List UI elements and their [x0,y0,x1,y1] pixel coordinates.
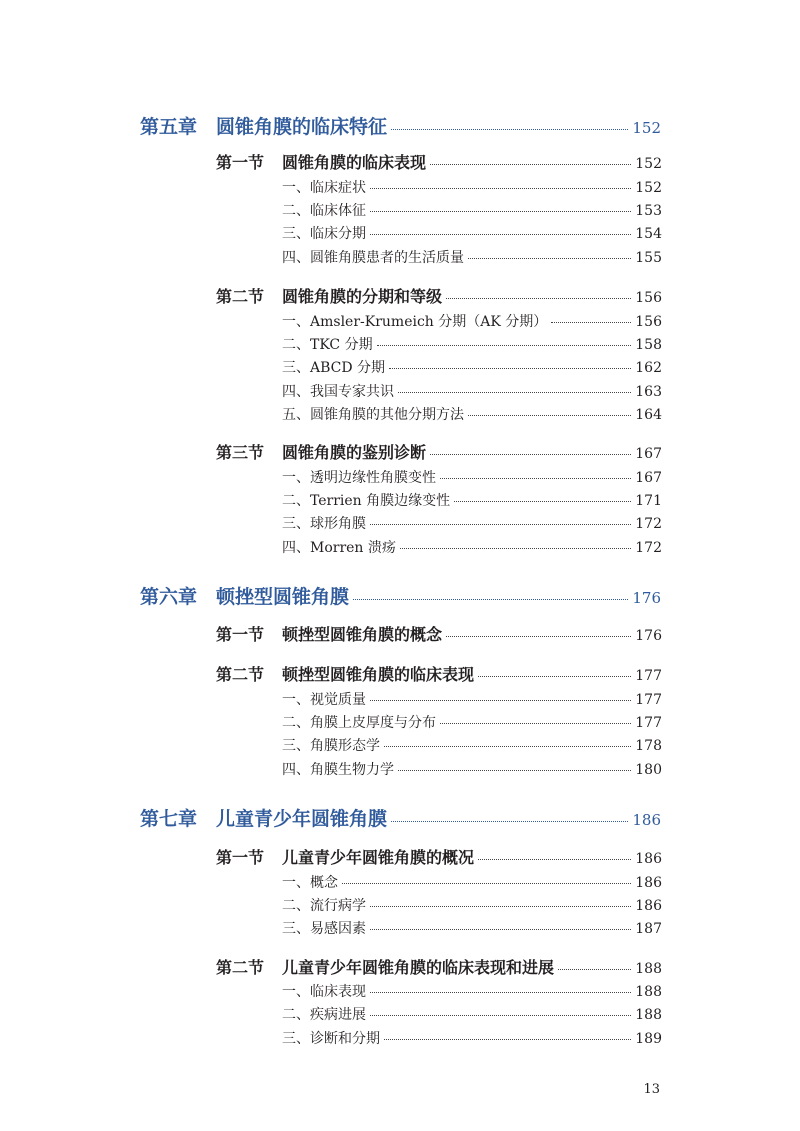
page-ref: 158 [635,337,662,353]
dot-leader [370,210,631,212]
section-title: 圆锥角膜的分期和等级 [282,287,443,306]
page-ref: 155 [635,250,662,266]
page-ref: 177 [635,692,662,708]
item-title: 二、TKC 分期 [282,337,373,353]
toc-item[interactable] [282,357,662,377]
page-ref: 186 [635,875,662,891]
item-title: 一、概念 [282,875,338,891]
section-number: 第一节 [216,625,265,644]
item-title: 四、Morren 溃疡 [282,540,396,556]
section-number: 第三节 [216,443,265,462]
dot-leader [391,820,628,822]
toc-item[interactable] [282,467,662,487]
dot-leader [478,858,631,860]
page-ref: 156 [635,314,662,330]
page-ref: 178 [635,738,662,754]
toc-item[interactable] [282,759,662,779]
dot-leader [398,769,631,771]
item-title: 五、圆锥角膜的其他分期方法 [282,407,464,423]
item-title: 三、球形角膜 [282,516,366,532]
dot-leader [391,128,628,130]
page-ref: 177 [635,715,662,731]
toc-section[interactable] [216,150,662,173]
section-number: 第二节 [216,287,265,306]
chapter-number: 第五章 [140,116,198,138]
item-title: 一、Amsler-Krumeich 分期（AK 分期） [282,314,548,330]
toc-item[interactable] [282,981,662,1001]
dot-leader [370,905,631,907]
item-title: 二、疾病进展 [282,1007,366,1023]
toc-item[interactable] [282,895,662,915]
dot-leader [370,991,631,993]
page-ref: 177 [635,668,662,684]
toc-section[interactable] [216,662,662,685]
dot-leader [430,163,631,165]
dot-leader [468,257,631,259]
page-ref: 153 [635,203,662,219]
dot-leader [468,414,631,416]
section-title: 圆锥角膜的鉴别诊断 [282,443,427,462]
item-title: 二、临床体征 [282,203,366,219]
item-title: 二、流行病学 [282,898,366,914]
page-ref: 152 [635,156,662,172]
toc-item[interactable] [282,689,662,709]
toc-item[interactable] [282,247,662,267]
page-ref: 167 [635,470,662,486]
page-ref: 186 [632,811,661,829]
item-title: 一、临床症状 [282,180,366,196]
page-ref: 186 [635,851,662,867]
toc-item[interactable] [282,200,662,220]
toc-item[interactable] [282,490,662,510]
dot-leader [440,722,631,724]
dot-leader [446,635,631,637]
dot-leader [384,745,631,747]
page-ref: 176 [635,628,662,644]
page-ref: 163 [635,384,662,400]
dot-leader [370,928,631,930]
toc-item[interactable] [282,1028,662,1048]
section-title: 圆锥角膜的临床表现 [282,153,427,172]
toc-section[interactable] [216,622,662,645]
section-title: 儿童青少年圆锥角膜的临床表现和进展 [282,958,555,977]
dot-leader [342,882,631,884]
toc-item[interactable] [282,712,662,732]
toc-item[interactable] [282,223,662,243]
dot-leader [353,598,628,600]
page-ref: 167 [635,446,662,462]
chapter-title: 顿挫型圆锥角膜 [216,586,350,608]
item-title: 二、Terrien 角膜边缘变性 [282,493,451,509]
toc-item[interactable] [282,537,662,557]
dot-leader [446,297,631,299]
chapter-number: 第六章 [140,586,198,608]
item-title: 三、临床分期 [282,226,366,242]
chapter-title: 圆锥角膜的临床特征 [216,116,388,138]
toc-item[interactable] [282,918,662,938]
toc-item[interactable] [282,381,662,401]
item-title: 一、临床表现 [282,984,366,1000]
toc-item[interactable] [282,872,662,892]
dot-leader [370,523,631,525]
toc-section[interactable] [216,955,662,978]
page-ref: 187 [635,921,662,937]
toc-chapter[interactable] [140,804,661,831]
section-title: 儿童青少年圆锥角膜的概况 [282,848,475,867]
toc-item[interactable] [282,735,662,755]
dot-leader [400,547,631,549]
dot-leader [370,187,631,189]
page-ref: 162 [635,360,662,376]
toc-item[interactable] [282,311,662,331]
toc-chapter[interactable] [140,582,661,609]
item-title: 四、圆锥角膜患者的生活质量 [282,250,464,266]
dot-leader [430,453,631,455]
item-title: 三、角膜形态学 [282,738,380,754]
dot-leader [370,699,631,701]
page-ref: 152 [635,180,662,196]
dot-leader [377,344,632,346]
page-ref: 154 [635,226,662,242]
dot-leader [454,500,631,502]
item-title: 三、ABCD 分期 [282,360,386,376]
page-ref: 189 [635,1031,662,1047]
page-ref: 172 [635,540,662,556]
dot-leader [389,367,631,369]
page-ref: 171 [635,493,662,509]
item-title: 四、角膜生物力学 [282,762,394,778]
page-ref: 172 [635,516,662,532]
dot-leader [478,675,631,677]
page-ref: 152 [632,119,661,137]
toc-item[interactable] [282,1004,662,1024]
toc-item[interactable] [282,513,662,533]
section-number: 第一节 [216,848,265,867]
toc-section[interactable] [216,284,662,307]
dot-leader [558,968,631,970]
dot-leader [398,391,631,393]
page-ref: 156 [635,290,662,306]
item-title: 四、我国专家共识 [282,384,394,400]
section-title: 顿挫型圆锥角膜的临床表现 [282,665,475,684]
page-ref: 186 [635,898,662,914]
page-ref: 180 [635,762,662,778]
dot-leader [551,321,631,323]
dot-leader [440,477,631,479]
page-ref: 176 [632,589,661,607]
toc-item[interactable] [282,404,662,424]
chapter-title: 儿童青少年圆锥角膜 [216,808,388,830]
item-title: 三、诊断和分期 [282,1031,380,1047]
toc-item[interactable] [282,177,662,197]
dot-leader [384,1038,631,1040]
dot-leader [370,1014,631,1016]
item-title: 二、角膜上皮厚度与分布 [282,715,436,731]
item-title: 一、透明边缘性角膜变性 [282,470,436,486]
page-ref: 164 [635,407,662,423]
page-number: 13 [643,1082,660,1097]
toc-chapter[interactable] [140,112,661,139]
item-title: 一、视觉质量 [282,692,366,708]
section-title: 顿挫型圆锥角膜的概念 [282,625,443,644]
item-title: 三、易感因素 [282,921,366,937]
toc-section[interactable] [216,845,662,868]
chapter-number: 第七章 [140,808,198,830]
page-ref: 188 [635,984,662,1000]
toc-item[interactable] [282,334,662,354]
page-ref: 188 [635,961,662,977]
toc-section[interactable] [216,440,662,463]
page-ref: 188 [635,1007,662,1023]
section-number: 第二节 [216,665,265,684]
dot-leader [370,233,631,235]
section-number: 第一节 [216,153,265,172]
section-number: 第二节 [216,958,265,977]
